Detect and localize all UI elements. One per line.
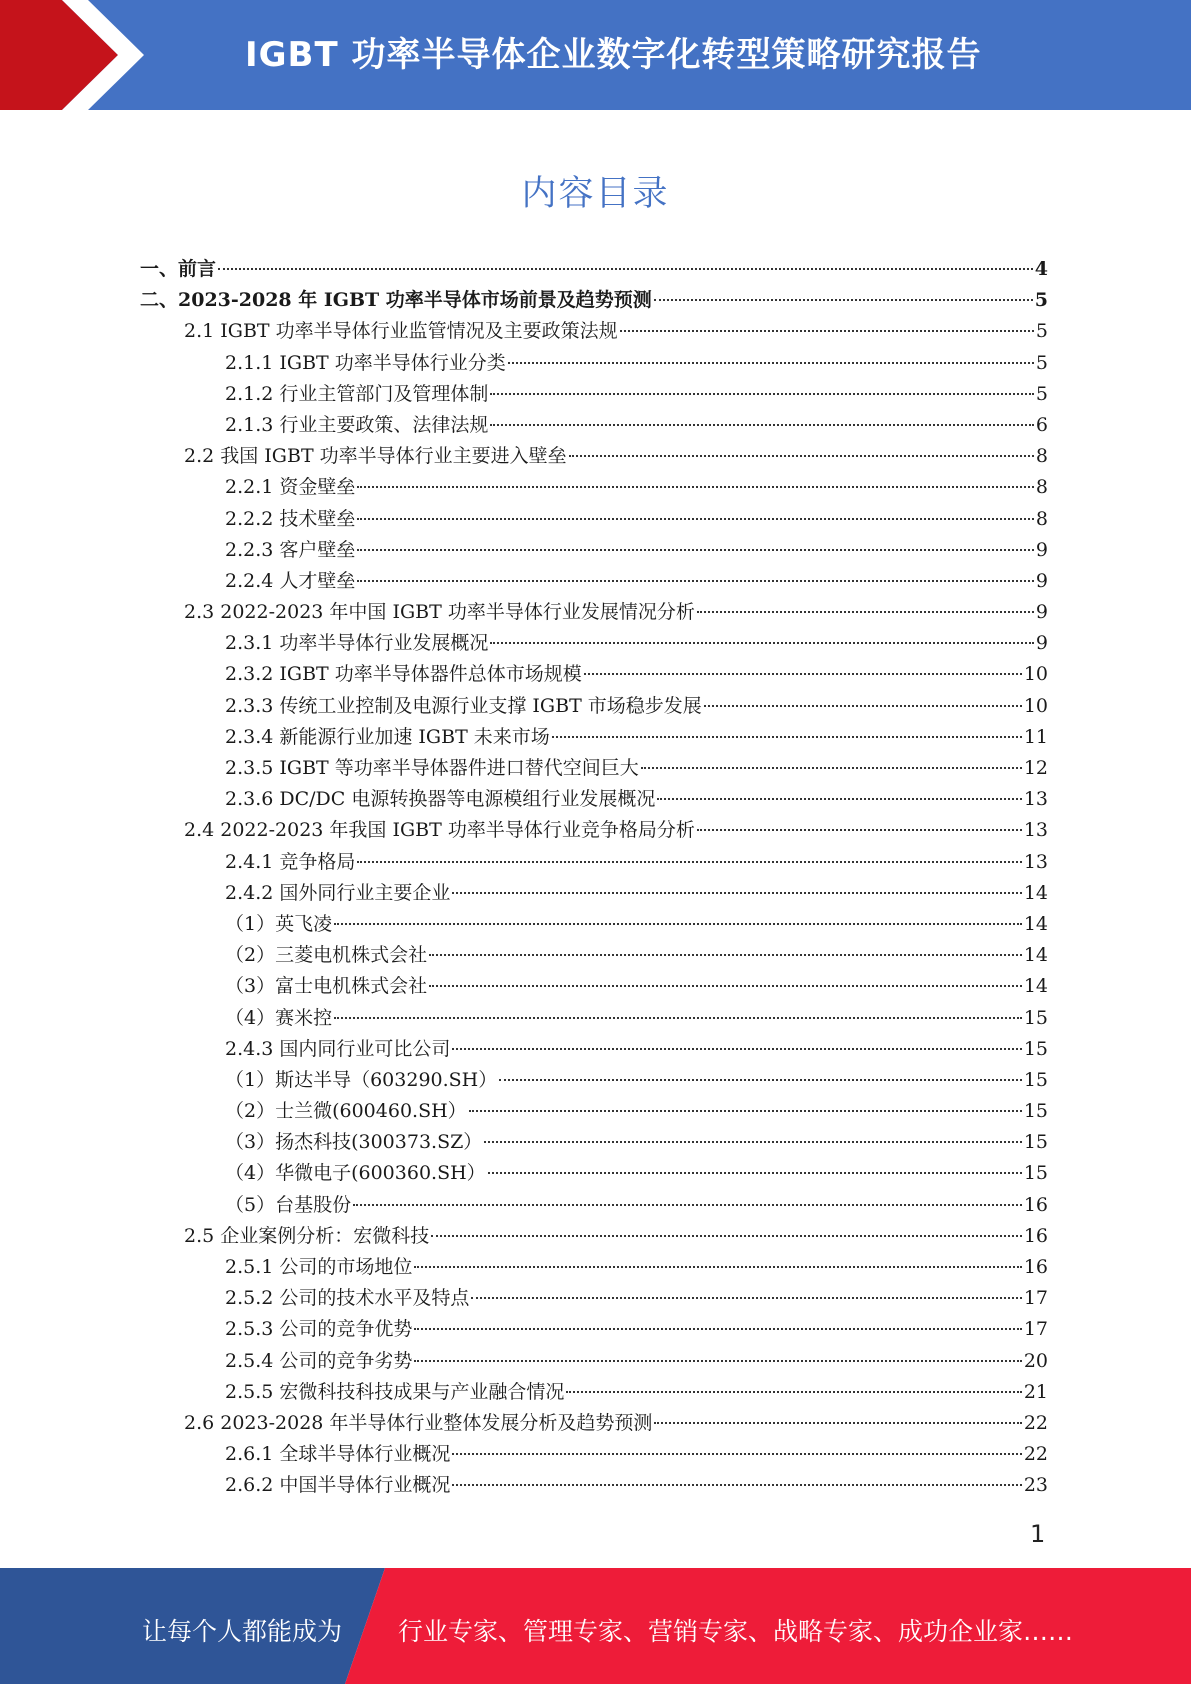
toc-entry-label: 2.1.2 行业主管部门及管理体制 (225, 382, 489, 405)
toc-entry-page: 9 (1035, 569, 1048, 592)
toc-entry-label: 2.2 我国 IGBT 功率半导体行业主要进入壁垒 (184, 445, 567, 468)
toc-entry[interactable] (140, 285, 1048, 316)
toc-dot-leader (429, 985, 1022, 987)
toc-dot-leader (218, 268, 1033, 270)
toc-entry-page: 14 (1023, 975, 1048, 998)
toc-entry-label: 2.2.1 资金壁垒 (225, 476, 356, 499)
toc-entry-label: 2.4.1 竞争格局 (225, 850, 356, 873)
toc-entry-page: 8 (1035, 507, 1048, 530)
toc-entry-page: 9 (1035, 538, 1048, 561)
toc-entry-label: 2.3.2 IGBT 功率半导体器件总体市场规模 (225, 663, 582, 686)
toc-entry[interactable] (140, 1096, 1048, 1127)
toc-dot-leader (334, 923, 1022, 925)
toc-dot-leader (620, 330, 1034, 332)
toc-entry[interactable] (140, 628, 1048, 659)
toc-entry[interactable] (140, 1190, 1048, 1221)
toc-dot-leader (704, 705, 1022, 707)
toc-entry-page: 13 (1023, 788, 1048, 811)
toc-entry-label: 2.5.3 公司的竞争优势 (225, 1318, 413, 1341)
toc-entry-label: 2.2.4 人才壁垒 (225, 569, 356, 592)
toc-dot-leader (452, 1453, 1021, 1455)
toc-entry-label: 2.5.4 公司的竞争劣势 (225, 1349, 413, 1372)
toc-entry-label: 2.3.1 功率半导体行业发展概况 (225, 632, 489, 655)
toc-entry-page: 15 (1023, 1068, 1048, 1091)
toc-entry-page: 16 (1023, 1224, 1048, 1247)
toc-entry-page: 15 (1023, 1006, 1048, 1029)
toc-entry-page: 15 (1023, 1162, 1048, 1185)
toc-entry-page: 14 (1023, 944, 1048, 967)
toc-entry[interactable] (140, 659, 1048, 690)
toc-dot-leader (452, 1048, 1021, 1050)
toc-entry-label: （3）扬杰科技(300373.SZ） (225, 1131, 483, 1154)
toc-entry[interactable] (140, 316, 1048, 347)
toc-entry-page: 9 (1035, 632, 1048, 655)
toc-entry-label: 2.3.5 IGBT 等功率半导体器件进口替代空间巨大 (225, 757, 639, 779)
toc-entry[interactable] (140, 971, 1048, 1002)
toc-entry[interactable] (140, 784, 1048, 815)
page-number: 1 (1030, 1520, 1046, 1548)
toc-dot-leader (484, 1141, 1022, 1143)
toc-dot-leader (566, 1391, 1021, 1393)
toc-entry-label: （1）斯达半导（603290.SH） (225, 1068, 498, 1091)
toc-entry-page: 15 (1023, 1100, 1048, 1123)
toc-dot-leader (357, 861, 1021, 863)
toc-dot-leader (357, 518, 1034, 520)
toc-dot-leader (357, 580, 1034, 582)
toc-entry[interactable] (140, 504, 1048, 535)
toc-entry[interactable] (140, 1346, 1048, 1377)
toc-entry[interactable] (140, 1158, 1048, 1189)
toc-dot-leader (654, 299, 1033, 301)
toc-entry-page: 17 (1023, 1287, 1048, 1310)
toc-dot-leader (471, 1297, 1021, 1299)
toc-dot-leader (552, 736, 1022, 738)
toc-entry-label: 2.6.2 中国半导体行业概况 (225, 1474, 451, 1497)
toc-dot-leader (357, 486, 1034, 488)
toc-entry[interactable] (140, 1283, 1048, 1314)
toc-entry-page: 8 (1035, 476, 1048, 499)
toc-entry[interactable] (140, 1470, 1048, 1501)
toc-entry-page: 16 (1023, 1193, 1048, 1216)
toc-dot-leader (499, 1079, 1022, 1081)
toc-entry[interactable] (140, 1127, 1048, 1158)
toc-entry[interactable] (140, 410, 1048, 441)
toc-entry[interactable] (140, 1003, 1048, 1034)
toc-entry-page: 14 (1023, 881, 1048, 904)
toc-entry-page: 22 (1023, 1411, 1048, 1434)
toc-entry-page: 12 (1023, 757, 1048, 779)
toc-dot-leader (414, 1360, 1021, 1362)
toc-entry[interactable] (140, 847, 1048, 878)
toc-entry-page: 10 (1023, 694, 1048, 717)
toc-entry-label: 2.1.1 IGBT 功率半导体行业分类 (225, 351, 506, 374)
toc-entry-page: 8 (1035, 445, 1048, 468)
toc-entry-label: （4）赛米控 (225, 1006, 333, 1029)
toc-entry[interactable] (140, 597, 1048, 628)
toc-entry-label: 2.2.3 客户壁垒 (225, 538, 356, 561)
toc-entry[interactable] (140, 566, 1048, 597)
toc-entry[interactable] (140, 909, 1048, 940)
toc-entry-label: 2.5 企业案例分析：宏微科技 (184, 1224, 430, 1247)
toc-entry[interactable] (140, 878, 1048, 909)
toc-entry-label: 2.3.4 新能源行业加速 IGBT 未来市场 (225, 725, 550, 748)
toc-entry-label: 2.4 2022-2023 年我国 IGBT 功率半导体行业竞争格局分析 (184, 819, 695, 842)
toc-entry-page: 22 (1023, 1443, 1048, 1466)
toc-entry-label: （1）英飞凌 (225, 912, 333, 935)
toc-entry[interactable] (140, 472, 1048, 503)
toc-entry-page: 11 (1023, 725, 1048, 748)
toc-entry-page: 14 (1023, 912, 1048, 935)
toc-entry[interactable] (140, 1314, 1048, 1345)
toc-entry[interactable] (140, 1439, 1048, 1470)
footer-banner (0, 1568, 1191, 1684)
toc-dot-leader (654, 1422, 1021, 1424)
toc-dot-leader (469, 1110, 1022, 1112)
toc-entry-label: 一、前言 (140, 258, 217, 280)
toc-entry-label: 2.5.5 宏微科技科技成果与产业融合情况 (225, 1380, 565, 1403)
toc-dot-leader (584, 673, 1022, 675)
toc-entry-label: 2.3 2022-2023 年中国 IGBT 功率半导体行业发展情况分析 (184, 601, 695, 624)
report-title: IGBT 功率半导体企业数字化转型策略研究报告 (245, 35, 982, 75)
toc-dot-leader (490, 393, 1034, 395)
toc-entry-page: 13 (1023, 850, 1048, 873)
toc-entry-label: （2）士兰微(600460.SH） (225, 1100, 467, 1123)
table-of-contents (140, 254, 1048, 1502)
toc-entry-page: 4 (1034, 258, 1048, 280)
toc-dot-leader (452, 1484, 1021, 1486)
toc-entry-label: （3）富士电机株式会社 (225, 975, 428, 998)
toc-entry[interactable] (140, 691, 1048, 722)
toc-entry[interactable] (140, 940, 1048, 971)
toc-entry-page: 21 (1023, 1380, 1048, 1403)
toc-entry-page: 5 (1035, 351, 1048, 374)
toc-dot-leader (490, 642, 1034, 644)
toc-entry-page: 9 (1035, 601, 1048, 624)
toc-dot-leader (414, 1266, 1021, 1268)
toc-entry-label: 2.1 IGBT 功率半导体行业监管情况及主要政策法规 (184, 320, 618, 343)
toc-entry-page: 15 (1023, 1131, 1048, 1154)
toc-entry-label: 2.4.3 国内同行业可比公司 (225, 1037, 451, 1060)
toc-dot-leader (490, 424, 1034, 426)
toc-dot-leader (353, 1204, 1022, 1206)
report-header (0, 0, 1191, 110)
toc-entry-label: 二、2023-2028 年 IGBT 功率半导体市场前景及趋势预测 (140, 289, 652, 312)
toc-entry[interactable] (140, 1408, 1048, 1439)
toc-entry-label: （2）三菱电机株式会社 (225, 944, 428, 967)
toc-entry-page: 5 (1034, 289, 1048, 312)
toc-dot-leader (697, 611, 1034, 613)
toc-dot-leader (431, 1235, 1022, 1237)
toc-entry-page: 10 (1023, 663, 1048, 686)
toc-entry-page: 17 (1023, 1318, 1048, 1341)
toc-entry-page: 6 (1035, 413, 1048, 436)
toc-dot-leader (488, 1172, 1022, 1174)
toc-dot-leader (357, 549, 1034, 551)
toc-entry[interactable] (140, 1252, 1048, 1283)
footer-slogan-left: 让每个人都能成为 (142, 1617, 343, 1646)
toc-entry[interactable] (140, 1221, 1048, 1252)
toc-entry[interactable] (140, 1377, 1048, 1408)
toc-entry-label: 2.5.2 公司的技术水平及特点 (225, 1287, 470, 1310)
toc-entry-page: 13 (1023, 819, 1048, 842)
toc-entry-page: 5 (1035, 382, 1048, 405)
toc-entry[interactable] (140, 1034, 1048, 1065)
toc-entry[interactable] (140, 753, 1048, 784)
toc-entry-label: 2.1.3 行业主要政策、法律法规 (225, 413, 489, 436)
toc-entry-label: 2.6 2023-2028 年半导体行业整体发展分析及趋势预测 (184, 1411, 653, 1434)
toc-dot-leader (697, 829, 1022, 831)
toc-entry-page: 23 (1023, 1474, 1048, 1497)
toc-entry-page: 20 (1023, 1349, 1048, 1372)
toc-entry[interactable] (140, 535, 1048, 566)
toc-entry[interactable] (140, 1065, 1048, 1096)
toc-dot-leader (569, 455, 1034, 457)
toc-entry[interactable] (140, 348, 1048, 379)
toc-entry-label: 2.5.1 公司的市场地位 (225, 1256, 413, 1278)
toc-dot-leader (508, 362, 1034, 364)
toc-dot-leader (657, 798, 1021, 800)
toc-entry-page: 15 (1023, 1037, 1048, 1060)
toc-entry-label: 2.3.6 DC/DC 电源转换器等电源模组行业发展概况 (225, 788, 656, 811)
footer-slogan-right: 行业专家、管理专家、营销专家、战略专家、成功企业家…… (398, 1617, 1074, 1646)
toc-entry-page: 16 (1023, 1256, 1048, 1278)
toc-entry-label: 2.2.2 技术壁垒 (225, 507, 356, 530)
toc-dot-leader (641, 767, 1022, 769)
toc-entry-page: 5 (1035, 320, 1048, 343)
toc-heading: 内容目录 (521, 174, 670, 214)
toc-entry-label: 2.6.1 全球半导体行业概况 (225, 1443, 451, 1466)
toc-dot-leader (334, 1017, 1022, 1019)
toc-entry[interactable] (140, 379, 1048, 410)
toc-entry-label: （4）华微电子(600360.SH） (225, 1162, 486, 1185)
toc-entry[interactable] (140, 254, 1048, 285)
toc-entry[interactable] (140, 441, 1048, 472)
toc-dot-leader (414, 1328, 1021, 1330)
toc-dot-leader (452, 892, 1021, 894)
toc-entry-label: （5）台基股份 (225, 1193, 352, 1216)
toc-entry[interactable] (140, 815, 1048, 846)
toc-dot-leader (429, 954, 1022, 956)
toc-entry-label: 2.3.3 传统工业控制及电源行业支撑 IGBT 市场稳步发展 (225, 694, 702, 717)
toc-entry-label: 2.4.2 国外同行业主要企业 (225, 881, 451, 904)
toc-entry[interactable] (140, 722, 1048, 753)
